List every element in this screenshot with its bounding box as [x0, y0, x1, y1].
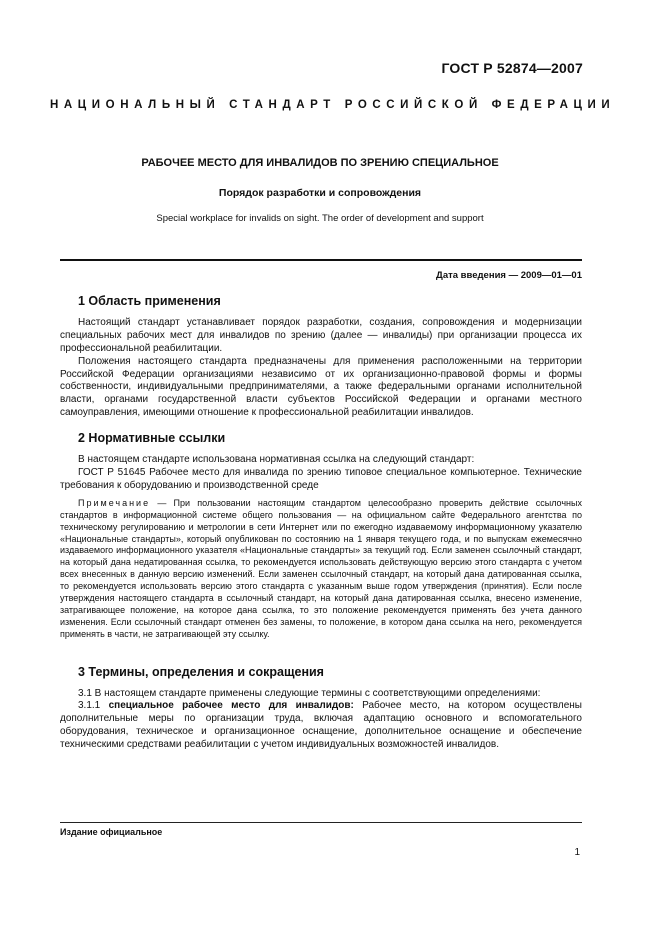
footer-divider	[60, 822, 582, 823]
introduction-date: Дата введения — 2009—01—01	[436, 270, 582, 281]
document-code: ГОСТ Р 52874—2007	[441, 60, 583, 76]
section-3-term-definition	[60, 700, 582, 752]
term-description: Рабочее место, на котором осуществлены дополнительные меры по организации труда, включая адаптацию основного и вспомогательного оборудования, техническое и организационное оснащение, дополнительное оснащение и обеспечение техническими средствами реабилитации с учетом индивидуальных возможностей инвалидов.	[60, 700, 582, 751]
document-body	[60, 295, 582, 752]
section-2-reference: ГОСТ Р 51645 Рабочее место для инвалида по зрению типовое специальное компьютерное. Технические требования к оборудованию и производственной среде	[60, 466, 582, 491]
section-3-paragraph-1: 3.1 В настоящем стандарте применены следующие термины с соответствующими определениями:	[78, 687, 541, 699]
page-number: 1	[574, 847, 580, 858]
section-2-note	[60, 498, 582, 641]
official-edition-label: Издание официальное	[60, 827, 163, 837]
section-2-paragraph-1: В настоящем стандарте использована нормативная ссылка на следующий стандарт:	[78, 454, 475, 466]
term-name: специальное рабочее место для инвалидов:	[108, 700, 354, 712]
note-text: — При пользовании настоящим стандартом целесообразно проверить действие ссылочных стандартов в информационной системе общего пользования — на официальном сайте Федерального агентства по техническому регулированию и метрологии в сети Интернет или по ежегодно издаваемому информационному указателю «Национальные стандарты», который опубликован по состоянию на 1 января текущего года, и по выпускам ежемесячно издаваемого информационного указателя «Национальные стандарты» за текущий год. Если заменен ссылочный стандарт, на который дана недатированная ссылка, то рекомендуется использовать действующую версию этого стандарта с учетом всех внесенных в данную версию изменений. Если заменен ссылочный стандарт, на который дана датированная ссылка, то рекомендуется использовать версию этого стандарта с указанным выше годом утверждения (принятия). Если после утверждения настоящего стандарта в ссылочный стандарт, на который дана датированная ссылка, внесено изменение, затрагивающее положение, на которое дана ссылка, то это положение рекомендуется применять без учета данного изменения. Если ссылочный стандарт отменен без замены, то положение, в котором дана ссылка на него, рекомендуется применять в части, не затрагивающей эту ссылку.	[60, 497, 582, 639]
national-standard-banner: НАЦИОНАЛЬНЫЙ СТАНДАРТ РОССИЙСКОЙ ФЕДЕРАЦИИ	[50, 99, 616, 111]
document-title-english: Special workplace for invalids on sight. The order of development and support	[156, 213, 484, 224]
document-title: РАБОЧЕЕ МЕСТО ДЛЯ ИНВАЛИДОВ ПО ЗРЕНИЮ СПЕЦИАЛЬНОЕ	[141, 157, 499, 169]
section-1-paragraph-1: Настоящий стандарт устанавливает порядок разработки, создания, сопровождения и модернизации специальных рабочих мест для инвалидов по зрению (далее — инвалиды) при организации процесса их профессиональной реабилитации.	[60, 316, 582, 354]
section-1-paragraph-2: Положения настоящего стандарта предназначены для применения расположенными на территории Российской Федерации организациями независимо от их организационно-правовой формы и формы собственности, индивидуальными предпринимателями, а также федеральными органами исполнительной власти, органами государственной власти субъектов Российской Федерации и органами местного самоуправления, имеющими отношение к профессиональной реабилитации инвалидов.	[60, 355, 582, 419]
title-divider	[60, 259, 582, 261]
section-1-heading: 1 Область применения	[78, 294, 221, 308]
term-number: 3.1.1	[78, 700, 109, 712]
section-3-heading: 3 Термины, определения и сокращения	[78, 664, 324, 679]
note-label: Примечание	[78, 497, 151, 508]
section-2-heading: 2 Нормативные ссылки	[78, 431, 226, 446]
document-subtitle: Порядок разработки и сопровождения	[218, 187, 422, 199]
